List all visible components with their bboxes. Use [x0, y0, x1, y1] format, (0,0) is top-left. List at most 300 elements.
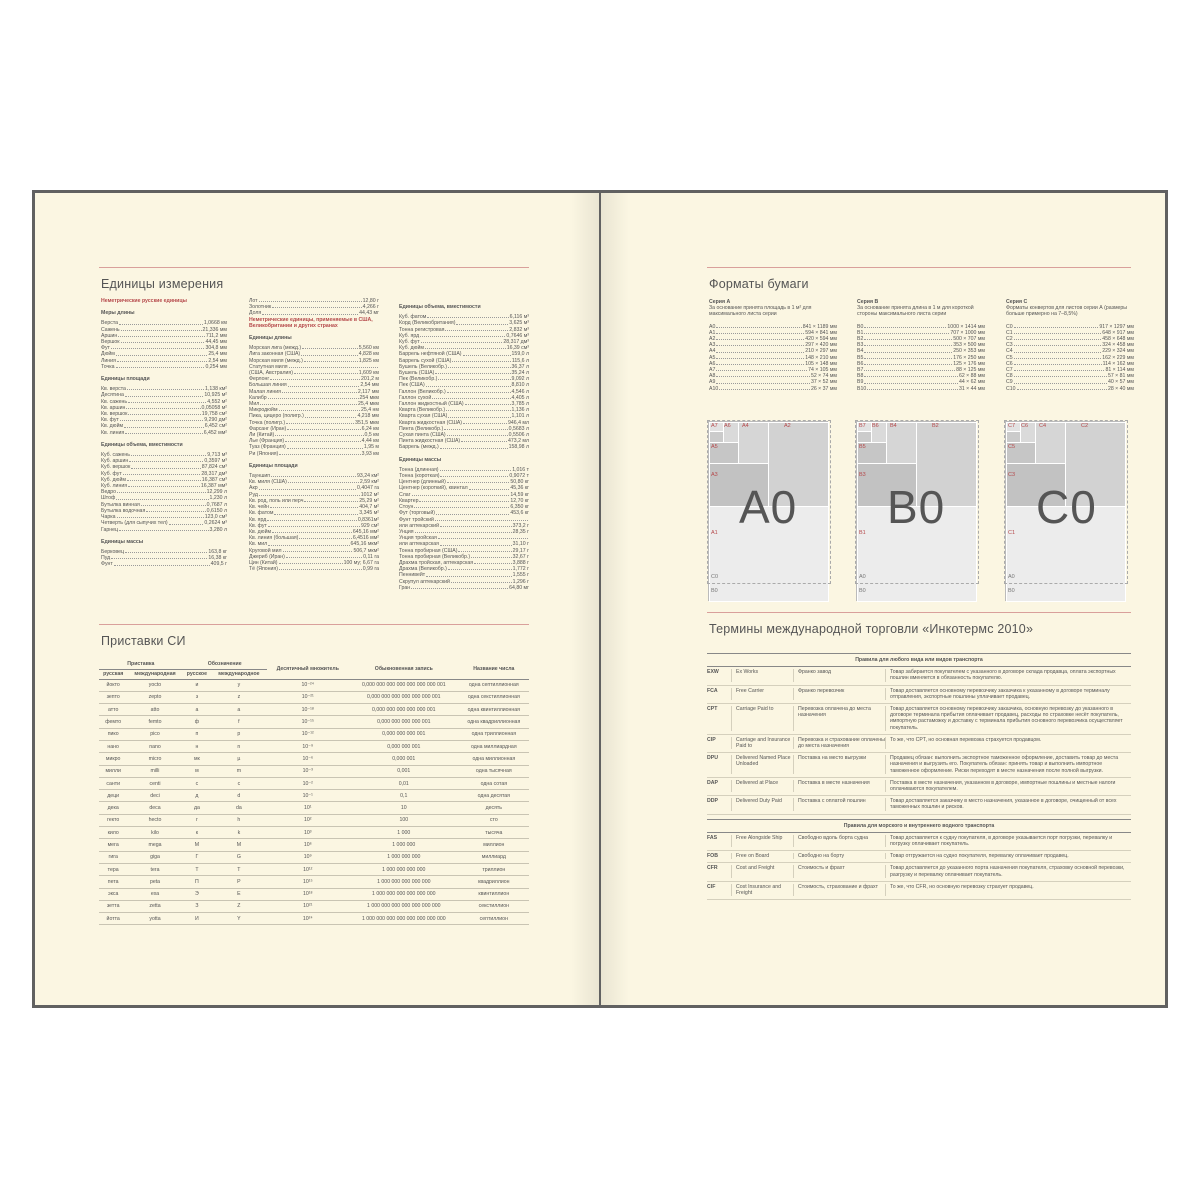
subsection-heading: Единицы площади [249, 462, 298, 469]
term-russian: Стоимость, страхование и фрахт [793, 884, 885, 896]
dot-leader [121, 339, 205, 343]
table-row [99, 753, 529, 765]
format-size: 162 × 229 мм [1102, 354, 1134, 361]
dot-leader [440, 541, 512, 545]
format-big-label: A0 [739, 481, 798, 533]
format-label: B0 [859, 588, 866, 594]
unit-name: Сажень [101, 326, 120, 333]
incoterm-row [707, 753, 1131, 778]
table-cell: 10⁻¹ [267, 790, 349, 802]
unit-value: 2,832 м³ [509, 326, 529, 333]
format-size: 74 × 105 мм [808, 367, 837, 374]
unit-value: 404,7 м² [359, 504, 379, 511]
unit-value: 3,345 м² [359, 510, 379, 517]
format-label: C0 [711, 574, 719, 580]
term-description: Товар доставляется к судну покупателя, в договоре указывается порт погрузки, перевалку и погрузку оплачивает покупатель. [885, 835, 1131, 847]
format-name: B7 [857, 367, 864, 374]
dot-leader [463, 420, 507, 424]
dot-leader [268, 541, 349, 545]
units-column-2 [249, 298, 379, 572]
table-row [99, 765, 529, 777]
dot-leader [301, 351, 358, 355]
paper-series-block [857, 299, 985, 392]
sub-header: международная [127, 669, 182, 679]
dot-leader [716, 330, 804, 334]
unit-name: Баррель сухой (США) [399, 357, 452, 364]
format-name: A10 [709, 385, 719, 392]
dot-leader [427, 314, 508, 318]
term-russian: Перевозка оплачена до места назначения [793, 706, 885, 731]
category-heading: Неметрические единицы, применяемые в США, Великобритании и других странах [249, 316, 373, 329]
unit-name: Туаз (Франция) [249, 444, 286, 451]
subsection-heading: Единицы площади [101, 376, 150, 383]
unit-value: 45,36 кг [510, 485, 529, 492]
incoterm-row [707, 704, 1131, 735]
unit-value: 163,8 кг [208, 548, 227, 555]
dot-leader [274, 510, 358, 514]
dot-leader [124, 423, 204, 427]
unit-value: 4,546 л [511, 388, 529, 395]
dot-leader [127, 386, 204, 390]
column-header: Название числа [459, 659, 529, 679]
format-label: A1 [711, 530, 718, 536]
unit-value: 0,5506 л [508, 432, 529, 439]
unit-name: Кв. мил [249, 541, 268, 548]
dot-leader [288, 479, 359, 483]
unit-value: 28,317 дм³ [503, 339, 529, 346]
unit-name: Пек (США) [399, 382, 425, 389]
unit-name: Центнер (длинный) [399, 479, 446, 486]
dot-leader [716, 379, 810, 383]
dot-leader [286, 554, 362, 558]
table-cell: yocto [127, 679, 182, 691]
dot-leader [438, 376, 510, 380]
unit-name: Куб. фут [399, 339, 420, 346]
unit-value: 0,8361м² [357, 516, 379, 523]
dot-leader [131, 452, 206, 456]
table-cell: септиллион [459, 913, 529, 925]
unit-name: Унция [399, 528, 414, 535]
format-label: A4 [742, 423, 749, 429]
table-cell: 10⁻¹² [267, 728, 349, 740]
table-cell: f [211, 716, 267, 728]
dot-leader [268, 523, 360, 527]
unit-name: Кв. линия (большая) [249, 535, 299, 542]
table-row [99, 679, 529, 691]
table-cell: nano [127, 740, 182, 752]
format-name: B4 [857, 348, 864, 355]
section-rule [707, 612, 1131, 613]
table-cell: экса [99, 888, 127, 900]
table-cell: сто [459, 814, 529, 826]
dot-leader [116, 495, 208, 499]
format-size: 88 × 125 мм [956, 367, 985, 374]
table-cell: мк [183, 753, 211, 765]
dot-leader [304, 358, 358, 362]
table-row [99, 900, 529, 912]
si-prefix-table [99, 659, 529, 925]
unit-value: 1,0668 км [203, 320, 227, 327]
unit-name: Куб. вершок [101, 464, 131, 471]
dot-leader [299, 535, 351, 539]
table-cell: квинтиллион [459, 888, 529, 900]
table-cell: одна квадриллионная [459, 716, 529, 728]
unit-name: Пика, цицеро (полигр.) [249, 413, 304, 420]
format-size: 125 × 176 мм [953, 360, 985, 367]
unit-name: Кв. сажень [101, 398, 128, 405]
table-cell: фемто [99, 716, 127, 728]
format-label: C3 [1008, 472, 1016, 478]
table-cell: 1 000 [349, 827, 459, 839]
paper-series-block [709, 299, 837, 392]
table-cell: 10⁻²⁴ [267, 679, 349, 691]
unit-name: Мил [249, 401, 260, 408]
sub-header: русская [99, 669, 127, 679]
table-cell: E [211, 888, 267, 900]
table-cell: kilo [127, 827, 182, 839]
unit-name: Кв. верста [101, 386, 126, 393]
table-cell: 10 [349, 802, 459, 814]
format-size: 250 × 353 мм [953, 348, 985, 355]
unit-value: 10,925 м² [204, 392, 227, 399]
unit-value: 711,2 мм [205, 332, 227, 339]
dot-leader [1014, 324, 1099, 328]
format-size: 420 × 594 мм [805, 336, 837, 343]
unit-value: 12,70 кг [510, 497, 529, 504]
unit-name: Центнер (короткий), квинтал [399, 485, 468, 492]
table-cell: п [183, 728, 211, 740]
format-name: C9 [1006, 379, 1013, 386]
table-cell: З [183, 900, 211, 912]
term-code: DPU [707, 755, 718, 762]
format-name: A0 [709, 323, 716, 330]
envelope-outline [1004, 420, 1128, 584]
unit-name: Кв. аршин [101, 404, 126, 411]
dot-leader [1014, 348, 1102, 352]
dot-leader [282, 389, 357, 393]
unit-value: 1,825 км [358, 357, 379, 364]
unit-name: Бутылка водочная [101, 507, 146, 514]
format-name: B1 [857, 329, 864, 336]
table-cell: атто [99, 704, 127, 716]
unit-value: 6,24 км [361, 425, 379, 432]
unit-row [101, 561, 227, 567]
table-row [99, 839, 529, 851]
dot-leader [287, 444, 363, 448]
format-label: A3 [711, 472, 718, 478]
incoterms-table [707, 653, 1131, 900]
term-code: CFR [707, 865, 718, 872]
unit-name: Корд (Великобритания) [399, 320, 456, 327]
unit-value: 29,17 г [512, 547, 529, 554]
unit-value: 16,39 см³ [506, 345, 529, 352]
dot-leader [270, 504, 358, 508]
term-english: Ex Works [731, 669, 793, 681]
unit-value: 32,67 г [512, 553, 529, 560]
unit-value: 645,16 мм² [352, 528, 379, 535]
dot-leader [867, 386, 958, 390]
dot-leader [716, 373, 810, 377]
unit-value: 2,59 км² [359, 479, 379, 486]
table-cell: квадриллион [459, 876, 529, 888]
unit-name: Галлон жидкостный (США) [399, 401, 464, 408]
unit-value: 25,4 мкм [358, 401, 379, 408]
dot-leader [1014, 336, 1102, 340]
dot-leader [260, 401, 357, 405]
format-name: C2 [1006, 336, 1013, 343]
unit-value: 1,138 км² [205, 386, 227, 393]
format-label: C2 [1081, 423, 1089, 429]
unit-row [249, 451, 379, 457]
term-english: Free Alongside Ship [731, 835, 793, 847]
dot-leader [864, 330, 949, 334]
table-cell: hecto [127, 814, 182, 826]
dot-leader [128, 483, 200, 487]
unit-name: Тонна пробирная (Великобр.) [399, 553, 471, 560]
format-diagram [856, 421, 976, 601]
unit-name: Куб. фут [101, 470, 122, 477]
unit-value: 9,713 м³ [207, 452, 227, 459]
unit-value: 16,387 см³ [201, 476, 227, 483]
unit-name: Фарсанг (Иран) [249, 425, 287, 432]
unit-value: 0,254 мм [205, 363, 227, 370]
format-size: 1000 × 1414 мм [947, 323, 985, 330]
unit-value: 0,11 га [363, 553, 379, 560]
format-size: 81 × 114 мм [1105, 367, 1134, 374]
unit-value: 25,4 нм [361, 407, 379, 414]
dot-leader [125, 430, 203, 434]
table-cell: секстиллион [459, 900, 529, 912]
table-cell: y [211, 679, 267, 691]
format-name: C8 [1006, 373, 1013, 380]
dot-leader [117, 489, 206, 493]
unit-value: 373,2 г [512, 522, 529, 529]
unit-name: Тё (Япония) [249, 566, 278, 573]
dot-leader [126, 405, 200, 409]
unit-value: 2,117 мм [357, 388, 379, 395]
format-size: 594 × 841 мм [805, 329, 837, 336]
unit-name: Куб. ярд [399, 332, 420, 339]
table-cell: deci [127, 790, 182, 802]
unit-value: 1,101 л [511, 413, 529, 420]
unit-name: Акр [249, 485, 258, 492]
term-code: CIF [707, 883, 716, 890]
unit-name: Пеннивейт [399, 572, 426, 579]
dot-leader [411, 585, 508, 589]
table-cell: пета [99, 876, 127, 888]
dot-leader [120, 417, 203, 421]
dot-leader [131, 464, 200, 468]
table-cell: н [183, 740, 211, 752]
table-cell: миллион [459, 839, 529, 851]
unit-value: 9,092 л [511, 376, 529, 383]
unit-value: 44,45 мм [205, 339, 227, 346]
format-label: C6 [1021, 423, 1029, 429]
format-name: A2 [709, 336, 716, 343]
format-name: B5 [857, 354, 864, 361]
dot-leader [283, 548, 353, 552]
table-cell: 10⁻⁶ [267, 753, 349, 765]
table-cell: зепто [99, 691, 127, 703]
unit-value: 506,7 мкм² [353, 547, 379, 554]
dot-leader [116, 351, 207, 355]
format-label: C7 [1008, 423, 1016, 429]
dot-leader [415, 529, 512, 533]
unit-name: Калибр [249, 394, 267, 401]
unit-name: Пинта жидкостная (США) [399, 438, 461, 445]
unit-name: Куб. линия [101, 483, 128, 490]
unit-name: Кв. вершок [101, 411, 128, 418]
table-cell: и [183, 679, 211, 691]
unit-name: Линия [101, 357, 116, 364]
unit-name: Слаг [399, 491, 411, 498]
unit-value: 4,266 г [362, 304, 379, 311]
table-cell: 1 000 000 000 000 000 000 000 [349, 900, 459, 912]
table-cell: 0,001 [349, 765, 459, 777]
column-header: Обыкновенная запись [349, 659, 459, 679]
table-cell: zetta [127, 900, 182, 912]
dot-leader [716, 336, 804, 340]
unit-name: Ли (Китай) [249, 432, 275, 439]
dot-leader [446, 407, 510, 411]
table-cell: да [183, 802, 211, 814]
dot-leader [447, 479, 510, 483]
table-cell: одна квинтиллионная [459, 704, 529, 716]
unit-row [399, 444, 529, 450]
term-description: Товар доставляется основному перевозчику заказчика, основную перевозку до указанного в договоре терминала прибытия оплачивает продавец, расходы по страховке несёт покупатель, импортную растаможку и доставку с терминала прибытия основного перевозчика осуществляет покупатель. [885, 706, 1131, 731]
dot-leader [304, 498, 358, 502]
unit-value: 645,16 мкм² [350, 541, 379, 548]
unit-value: 1,95 м [363, 444, 379, 451]
dot-leader [285, 438, 360, 442]
format-row [1006, 386, 1134, 392]
table-cell: мега [99, 839, 127, 851]
unit-name: Драхма (Великобр.) [399, 566, 447, 573]
table-cell: кило [99, 827, 127, 839]
column-header: Десятичный множитель [267, 659, 349, 679]
dot-leader [419, 498, 509, 502]
dot-leader [474, 560, 512, 564]
table-row [99, 691, 529, 703]
dot-leader [118, 333, 205, 337]
series-name: Серия С [1006, 299, 1028, 305]
unit-name: Кв. чейн [249, 504, 270, 511]
unit-name: Галлон (Великобр.) [399, 388, 446, 395]
table-cell: 0,000 000 000 000 000 000 000 001 [349, 679, 459, 691]
format-size: 176 × 250 мм [953, 354, 985, 361]
table-cell: м [183, 765, 211, 777]
format-name: B9 [857, 379, 864, 386]
table-cell: ф [183, 716, 211, 728]
incoterms-group-title: Правила для морского и внутреннего водного транспорта [707, 819, 1131, 833]
unit-value: 16,387 мм³ [200, 483, 227, 490]
series-description: За основание принята длина в 1 м для короткой стороны максимального листа серии [857, 305, 974, 318]
term-english: Carriage and Insurance Paid to [731, 737, 793, 749]
table-cell: микро [99, 753, 127, 765]
dot-leader [448, 566, 512, 570]
dot-leader [461, 438, 507, 442]
term-english: Free Carrier [731, 688, 793, 700]
dot-leader [129, 458, 203, 462]
unit-value: 21,336 мм [202, 326, 227, 333]
dot-leader [305, 413, 357, 417]
unit-value: 0,3597 м³ [204, 458, 227, 465]
table-cell: 10¹⁸ [267, 888, 349, 900]
term-english: Cost Insurance and Freight [731, 884, 793, 896]
unit-name: Четверть (для сыпучих тел) [101, 520, 168, 527]
dot-leader [123, 471, 201, 475]
table-cell: 10⁹ [267, 851, 349, 863]
unit-name: Тонна регистровая [399, 326, 445, 333]
term-description: Продавец обязан: выполнить экспортное таможенное оформление, доставить товар до места назначения и выгрузить его. Покупатель обязан: принять товар и выполнить импортное таможенное оформление. Риски переходят в месте назначения после полной выгрузки. [885, 755, 1131, 774]
table-cell: deca [127, 802, 182, 814]
table-cell: йокто [99, 679, 127, 691]
table-cell: гига [99, 851, 127, 863]
incoterm-row [707, 851, 1131, 863]
incoterm-row [707, 686, 1131, 704]
unit-name: Драхма тройская, аптекарская [399, 559, 474, 566]
term-russian: Стоимость и фрахт [793, 865, 885, 877]
table-cell: 100 [349, 814, 459, 826]
unit-name: Пинта (Великобр.) [399, 425, 444, 432]
table-cell: одна миллионная [459, 753, 529, 765]
unit-value: 12,299 л [206, 489, 227, 496]
unit-name: Куб. дюйм [399, 345, 424, 352]
dot-leader [279, 560, 343, 564]
unit-name: Точка [101, 363, 115, 370]
unit-name: Стоун [399, 504, 414, 511]
term-code: FOB [707, 853, 718, 860]
table-row [99, 740, 529, 752]
unit-name: Лига законная (США) [249, 351, 301, 358]
format-size: 353 × 500 мм [953, 342, 985, 349]
table-cell: h [211, 814, 267, 826]
term-description: Товар доставляется основному перевозчику заказчика к указанному в договоре терминалу отправления, экспортные пошлины уплачивает продавец. [885, 688, 1131, 700]
unit-value: 25,4 мм [208, 351, 227, 358]
format-label: B0 [711, 588, 718, 594]
table-cell: 10³ [267, 827, 349, 839]
unit-name: Тауншип [249, 473, 271, 480]
format-name: A7 [709, 367, 716, 374]
format-size: 105 × 148 мм [805, 360, 837, 367]
dot-leader [294, 370, 358, 374]
unit-value: 35,24 л [511, 370, 529, 377]
dot-leader [445, 327, 508, 331]
format-label: A6 [724, 423, 731, 429]
term-english: Delivered Named Place Unloaded [731, 755, 793, 774]
unit-value: 5,560 км [358, 345, 379, 352]
dot-leader [716, 348, 804, 352]
incoterm-row [707, 833, 1131, 851]
unit-value: 0,4047 га [357, 485, 379, 492]
format-label: A7 [711, 423, 718, 429]
table-cell: 10⁻²¹ [267, 691, 349, 703]
unit-value: 8,810 л [511, 382, 529, 389]
table-cell: n [211, 740, 267, 752]
table-cell: 0,01 [349, 777, 459, 789]
dot-leader [262, 310, 358, 314]
format-size: 26 × 37 мм [810, 385, 837, 392]
dot-leader [440, 473, 508, 477]
paper-series-block [1006, 299, 1134, 392]
dot-leader [270, 376, 360, 380]
table-cell: 0,000 000 000 000 001 [349, 716, 459, 728]
table-cell: П [183, 876, 211, 888]
table-cell: дека [99, 802, 127, 814]
column-header: Обозначение [183, 659, 267, 669]
dot-leader [864, 373, 958, 377]
dot-leader [864, 367, 955, 371]
